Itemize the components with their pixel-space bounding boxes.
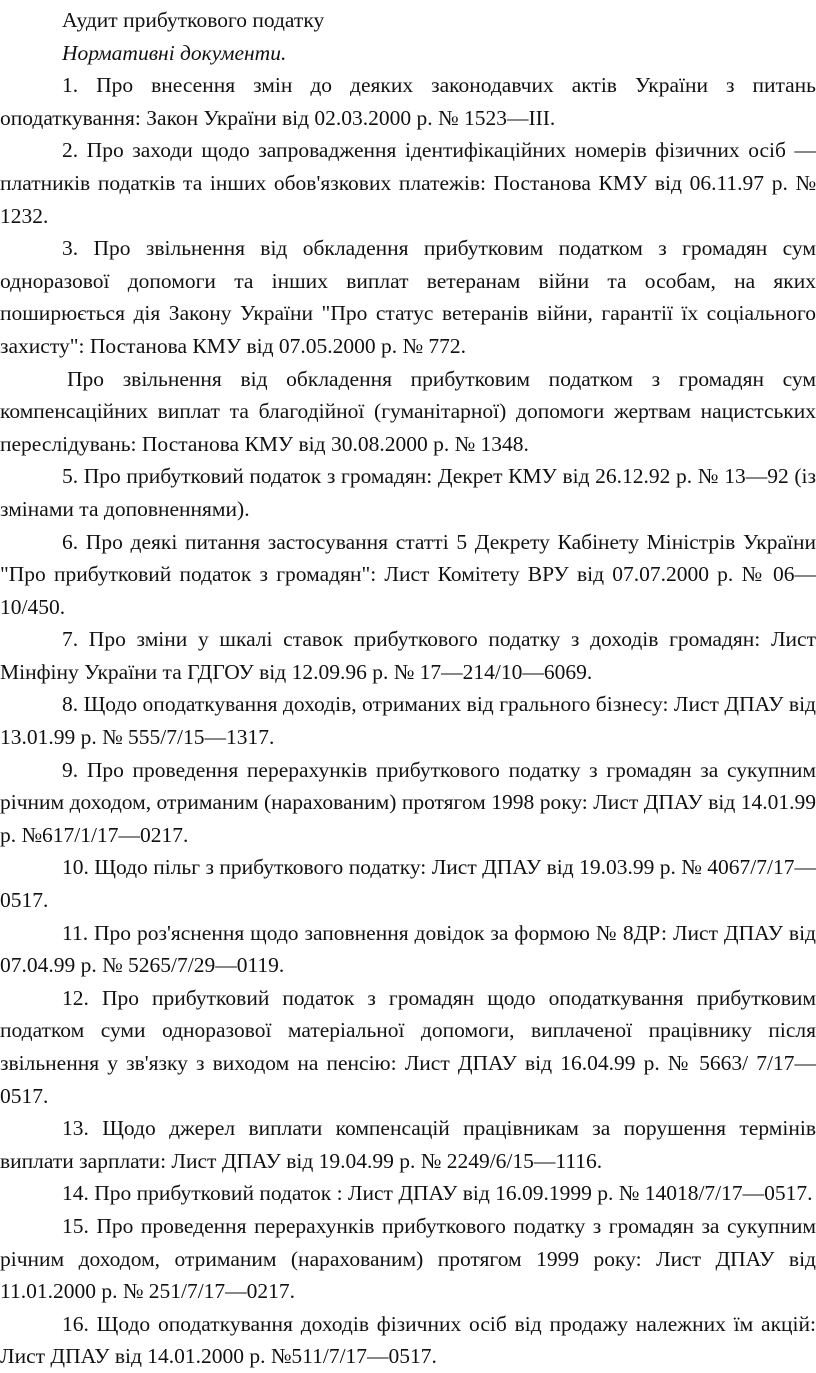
list-item-16: 16. Щодо оподаткування доходів фізичних осіб від продажу належних їм акцій: Лист ДПАУ від 14.01.2000 р. №511/7/17—0517. bbox=[0, 1311, 816, 1369]
list-item-6: 6. Про деякі питання застосування статті 5 Декрету Кабінету Міністрів України "Про прибутковий податок з громадян": Лист Комітету ВРУ від 07.07.2000 р. № 06—10/450. bbox=[0, 529, 816, 619]
list-item-5: 5. Про прибутковий податок з громадян: Декрет КМУ від 26.12.92 р. № 13—92 (із змінами та доповненнями). bbox=[0, 464, 816, 521]
list-item-8: 8. Щодо оподаткування доходів, отриманих від грального бізнесу: Лист ДПАУ від 13.01.99 р. № 555/7/15—1317. bbox=[0, 692, 816, 750]
document-title: Аудит прибуткового податку bbox=[62, 8, 325, 32]
list-item-13: 13. Щодо джерел виплати компенсацій працівникам за порушення термінів виплати зарплати: Лист ДПАУ від 19.04.99 р. № 2249/6/15—1116. bbox=[0, 1116, 816, 1173]
list-item-15: 15. Про проведення перерахунків прибуткового податку з громадян за сукупним річним доходом, отриманим (нарахованим) протягом 1999 року: Лист ДПАУ від 11.01.2000 р. № 251/7/17—0217. bbox=[0, 1213, 816, 1304]
list-item-3: 3. Про звільнення від обкладення прибутковим податком з громадян сум одноразової допомоги та інших виплат ветеранам війни та особам, на яких поширюється дія Закону України "Про статус ветеранів війни, гарантії їх соціального захисту": Постанова КМУ від 07.05.2000 р. № 772. bbox=[0, 236, 816, 358]
document-subtitle: Нормативні документи. bbox=[62, 40, 287, 65]
list-item-2: 2. Про заходи щодо запровадження ідентифікаційних номерів фізичних осіб — платників податків та інших обов'язкових платежів: Постанова КМУ від 06.11.97 р. № 1232. bbox=[0, 138, 816, 228]
list-item-4: Про звільнення від обкладення прибутковим податком з громадян сум компенсаційних виплат та благодійної (гуманітарної) допомоги жертвам нацистських переслідувань: Постанова КМУ від 30.08.2000 р. № 1348. bbox=[0, 366, 816, 456]
list-item-7: 7. Про зміни у шкалі ставок прибуткового податку з доходів громадян: Лист Мінфіну України та ГДГОУ від 12.09.96 р. № 17—214/10—6069. bbox=[0, 627, 816, 684]
list-item-11: 11. Про роз'яснення щодо заповнення довідок за формою № 8ДР: Лист ДПАУ від 07.04.99 р. № 5265/7/29—0119. bbox=[0, 920, 816, 978]
list-item-12: 12. Про прибутковий податок з громадян щодо оподаткування прибутковим податком суми одноразової матеріальної допомоги, виплаченої працівнику після звільнення у зв'язку з виходом на пенсію: Лист ДПАУ від 16.04.99 р. № 5663/ 7/17—0517. bbox=[0, 985, 816, 1108]
list-item-1: 1. Про внесення змін до деяких законодавчих актів України з питань оподаткування: Закон України від 02.03.2000 р. № 1523—III. bbox=[0, 73, 816, 130]
list-item-14: 14. Про прибутковий податок : Лист ДПАУ від 16.09.1999 р. № 14018/7/17—0517. bbox=[62, 1181, 813, 1206]
list-item-10: 10. Щодо пільг з прибуткового податку: Лист ДПАУ від 19.03.99 р. № 4067/7/17—0517. bbox=[0, 855, 816, 913]
list-item-9: 9. Про проведення перерахунків прибуткового податку з громадян за сукупним річним доходом, отриманим (нарахованим) протягом 1998 року: Лист ДПАУ від 14.01.99 р. №617/1/17—0217. bbox=[0, 757, 816, 847]
